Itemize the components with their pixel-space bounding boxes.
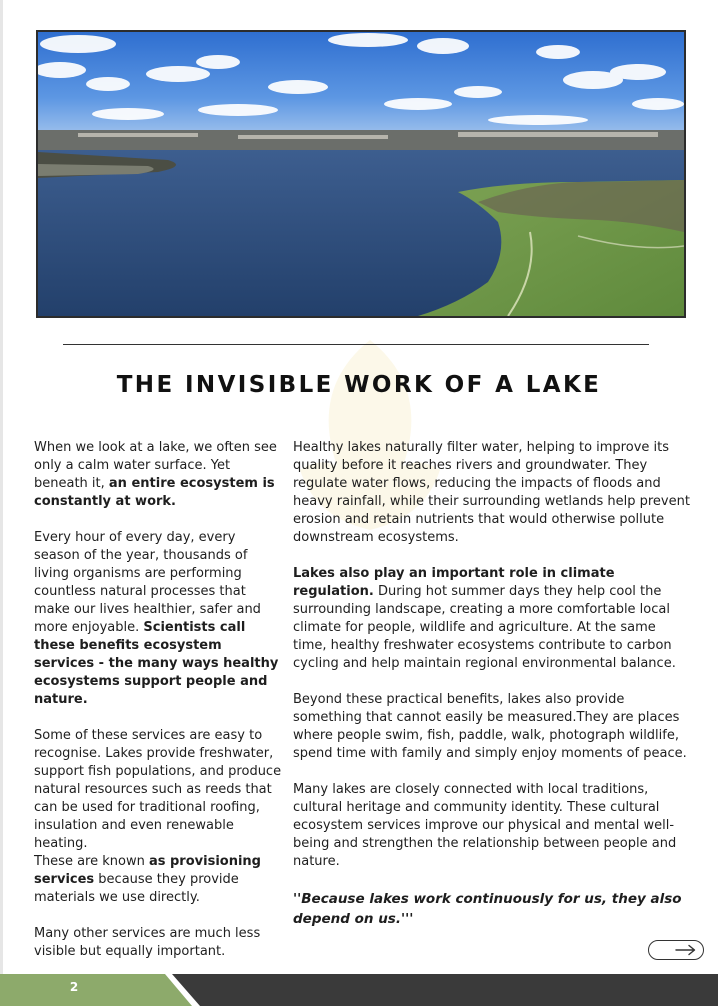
arrow-right-icon (675, 944, 697, 956)
paragraph: Many lakes are closely connected with local traditions, cultural heritage and community identity. These cultural ecosystem services improve our physical and mental well-being and strengthen the relationship between people and nature. (293, 782, 677, 869)
lake-aerial-photo (36, 30, 686, 318)
closing-quote: ''Because lakes work continuously for us, they also depend on us.''' (293, 891, 682, 927)
next-page-button[interactable] (648, 940, 704, 960)
paragraph: When we look at a lake, we often see only a calm water surface. Yet beneath it, an entire ecosystem is constantly at work. (34, 440, 277, 509)
page-title: THE INVISIBLE WORK OF A LAKE (116, 372, 602, 398)
paragraph: Some of these services are easy to recognise. Lakes provide freshwater, support fish populations, and produce natural resources such as reeds that can be used for traditional roofing, insulation and even renewable heating. These are known as provisioning services because they provide materials we use directly. (34, 728, 282, 905)
title-divider (63, 344, 649, 345)
right-column (293, 439, 691, 947)
left-column (34, 439, 282, 979)
paragraph: Lakes also play an important role in climate regulation. During hot summer days they help cool the surrounding landscape, creating a more comfortable local climate for people, wildlife and agriculture. At the same time, healthy freshwater ecosystems contribute to carbon cycling and help maintain regional environmental balance. (293, 566, 676, 671)
paragraph: Healthy lakes naturally filter water, helping to improve its quality before it reaches rivers and groundwater. They regulate water flows, reducing the impacts of floods and heavy rainfall, while their surrounding wetlands help prevent erosion and retain nutrients that would otherwise pollute downstream ecosystems. (293, 440, 690, 545)
paragraph: Every hour of every day, every season of the year, thousands of living organisms are performing countless natural processes that make our lives healthier, safer and more enjoyable. Scientists call these benefits ecosystem services - the many ways healthy ecosystems support people and nature. (34, 530, 279, 707)
page-number: 2 (69, 980, 79, 994)
page-edge (0, 0, 3, 1006)
page-footer (0, 974, 718, 1006)
paragraph: Many other services are much less visible but equally important. (34, 926, 261, 959)
paragraph: Beyond these practical benefits, lakes also provide something that cannot easily be measured.They are places where people swim, fish, paddle, walk, photograph wildlife, spend time with family and simply enjoy moments of peace. (293, 692, 687, 761)
